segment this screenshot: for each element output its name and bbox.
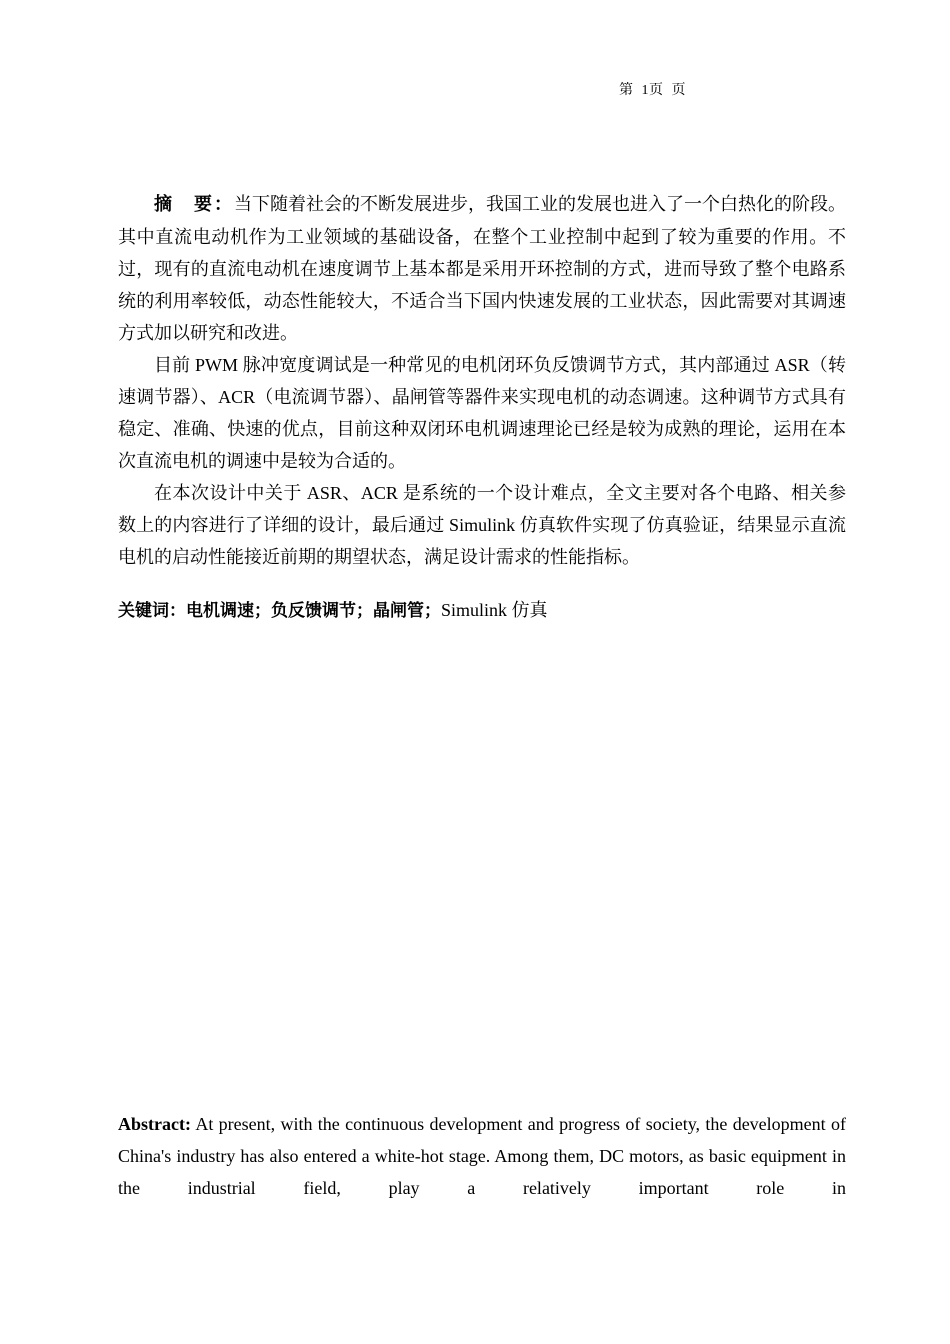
abstract-paragraph-3: 在本次设计中关于 ASR、ACR 是系统的一个设计难点，全文主要对各个电路、相关参数上的内容进行了详细的设计，最后通过 Simulink 仿真软件实现了仿真验证，结果显示直流电机的启动性能接近前期的期望状态，满足设计需求的性能指标。 — [118, 483, 846, 567]
english-abstract-paragraph — [118, 1108, 846, 1204]
keywords-line — [118, 594, 548, 627]
abstract-label: 摘 要： — [154, 194, 234, 215]
page-number: 第 1页 页 — [619, 83, 686, 98]
abstract-paragraph-1 — [118, 188, 846, 349]
abstract-paragraph-2: 目前 PWM 脉冲宽度调试是一种常见的电机闭环负反馈调节方式，其内部通过 ASR（转速调节器）、ACR（电流调节器）、晶闸管等器件来实现电机的动态调速。这种调节方式具有稳定、准确、快速的优点，目前这种双闭环电机调速理论已经是较为成熟的理论，运用在本次直流电机的调速中是较为合适的。 — [118, 355, 846, 471]
english-abstract-label: Abstract: — [118, 1114, 191, 1134]
keywords-last-term: Simulink 仿真 — [441, 600, 548, 620]
abstract-text-1: 当下随着社会的不断发展进步，我国工业的发展也进入了一个白热化的阶段。其中直流电动机作为工业领域的基础设备，在整个工业控制中起到了较为重要的作用。不过，现有的直流电动机在速度调节上基本都是采用开环控制的方式，进而导致了整个电路系统的利用率较低，动态性能较大，不适合当下国内快速发展的工业状态，因此需要对其调速方式加以研究和改进。 — [118, 194, 846, 343]
keywords-label: 关键词：电机调速；负反馈调节；晶闸管； — [118, 601, 441, 621]
english-abstract-text: At present, with the continuous development and progress of society, the development of China's industry has also entered a white-hot stage. Among them, DC motors, as basic equipment in the industrial field, play a relatively important role in — [118, 1114, 846, 1198]
chinese-abstract — [118, 188, 846, 573]
english-abstract — [118, 1108, 846, 1204]
